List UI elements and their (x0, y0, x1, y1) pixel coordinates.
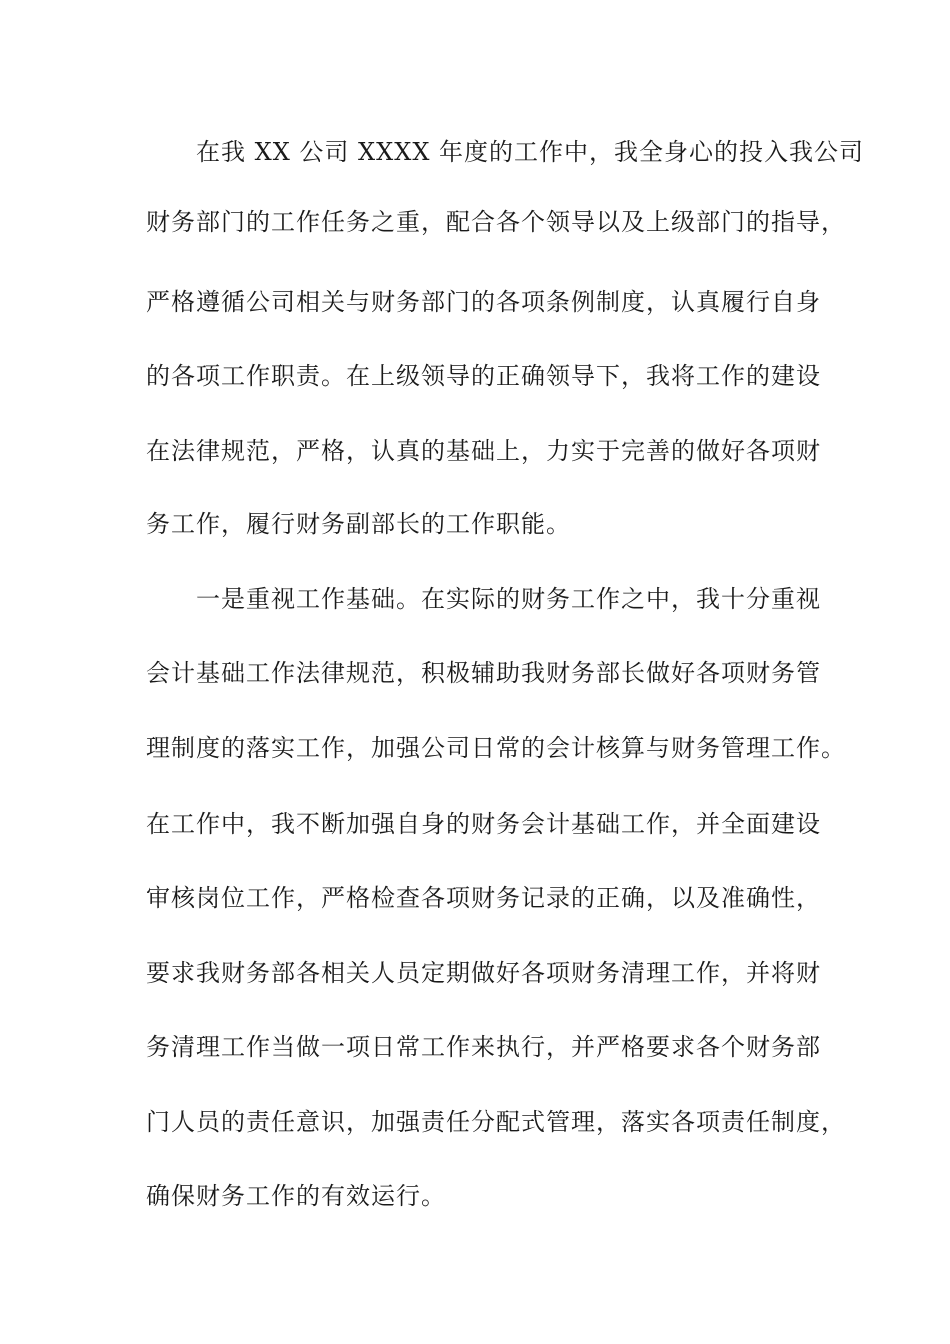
paragraph-1-line-5: 在法律规范，严格，认真的基础上，力实于完善的做好各项财 (146, 437, 821, 465)
paragraph-2-line-9: 确保财务工作的有效运行。 (146, 1182, 446, 1210)
paragraph-2-line-3: 理制度的落实工作，加强公司日常的会计核算与财务管理工作。 (146, 734, 846, 762)
paragraph-1-line-3: 严格遵循公司相关与财务部门的各项条例制度，认真履行自身 (146, 288, 821, 316)
paragraph-2-line-4: 在工作中，我不断加强自身的财务会计基础工作，并全面建设 (146, 810, 821, 838)
paragraph-2-line-1: 一是重视工作基础。在实际的财务工作之中，我十分重视 (196, 585, 821, 613)
paragraph-2-line-5: 审核岗位工作，严格检查各项财务记录的正确，以及准确性， (146, 884, 821, 912)
paragraph-1-line-4: 的各项工作职责。在上级领导的正确领导下，我将工作的建设 (146, 362, 821, 390)
paragraph-2-line-2: 会计基础工作法律规范，积极辅助我财务部长做好各项财务管 (146, 659, 821, 687)
paragraph-2-line-6: 要求我财务部各相关人员定期做好各项财务清理工作，并将财 (146, 959, 821, 987)
paragraph-1-line-2: 财务部门的工作任务之重，配合各个领导以及上级部门的指导， (146, 208, 846, 236)
paragraph-1-line-6: 务工作，履行财务副部长的工作职能。 (146, 510, 571, 538)
paragraph-2-line-7: 务清理工作当做一项日常工作来执行，并严格要求各个财务部 (146, 1033, 821, 1061)
paragraph-2-line-8: 门人员的责任意识，加强责任分配式管理，落实各项责任制度， (146, 1108, 846, 1136)
paragraph-1-line-1: 在我 XX 公司 XXXX 年度的工作中，我全身心的投入我公司 (196, 138, 865, 166)
